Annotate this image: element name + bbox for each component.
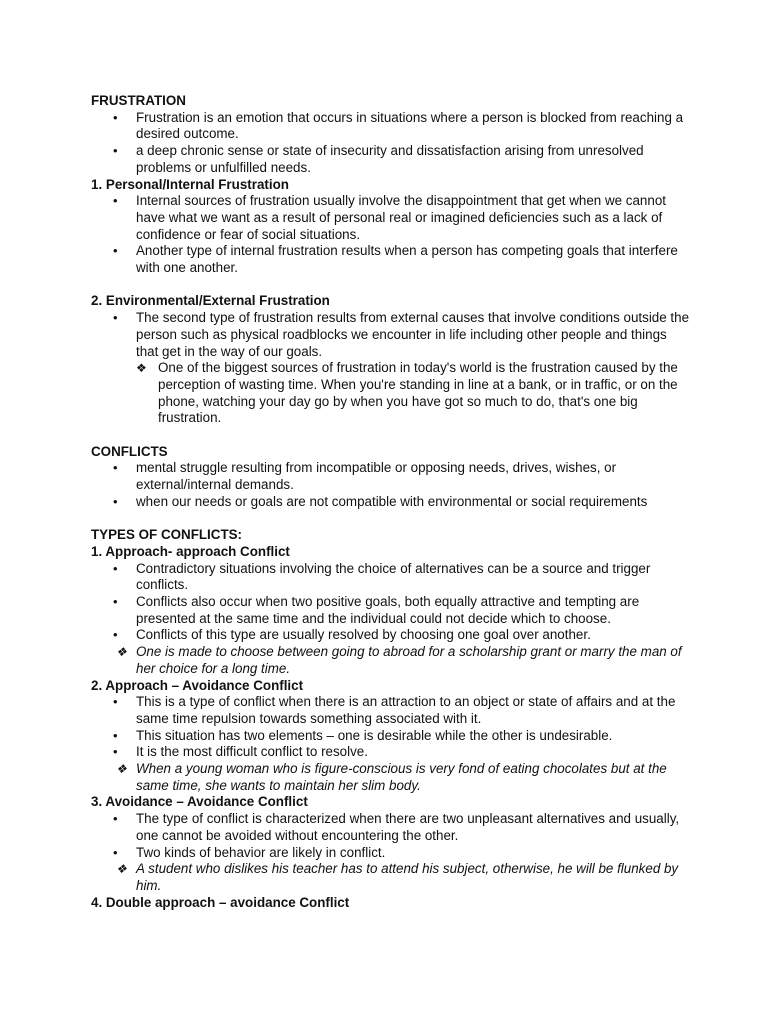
example-item: ❖ One of the biggest sources of frustration in today's world is the frustration caused by the perception of wasting time. When you're standing in line at a bank, or in traffic, or on the phone, watching your day go by when you have got so much to do, that's one big frustration. (136, 360, 678, 426)
bullet-icon: • (113, 694, 118, 710)
personal-frustration-list (91, 193, 691, 277)
frustration-title: FRUSTRATION (91, 93, 186, 108)
environmental-frustration-heading: 2. Environmental/External Frustration (91, 293, 330, 309)
list-item: • This situation has two elements – one is desirable while the other is undesirable. (113, 727, 613, 743)
spacer (91, 511, 691, 528)
example-item: ❖ When a young woman who is figure-conscious is very fond of eating chocolates but at the same time, she wants to maintain her slim body. (116, 761, 667, 793)
frustration-list (91, 110, 691, 177)
bullet-icon: • (113, 844, 118, 860)
list-item: • It is the most difficult conflict to resolve. (113, 744, 368, 760)
list-item: • Conflicts of this type are usually resolved by choosing one goal over another. (113, 627, 591, 643)
list-item: • when our needs or goals are not compatible with environmental or social requirements (113, 493, 648, 509)
avoidance-avoidance-list (91, 811, 691, 895)
diamond-bullet-icon: ❖ (116, 862, 127, 877)
approach-avoidance-heading: 2. Approach – Avoidance Conflict (91, 677, 304, 693)
diamond-bullet-icon: ❖ (116, 762, 127, 777)
avoidance-avoidance-heading: 3. Avoidance – Avoidance Conflict (91, 794, 308, 810)
spacer (91, 277, 691, 294)
list-item: • Conflicts also occur when two positive goals, both equally attractive and tempting are presented at the same time and the individual could not decide which to choose. (113, 594, 640, 626)
list-item: • mental struggle resulting from incompatible or opposing needs, drives, wishes, or external/internal demands. (113, 460, 617, 493)
diamond-bullet-icon: ❖ (136, 361, 147, 376)
conflicts-title: CONFLICTS (91, 443, 168, 459)
document-content (91, 93, 691, 911)
list-item: • Contradictory situations involving the choice of alternatives can be a source and trigger conflicts. (113, 560, 651, 593)
bullet-icon: • (113, 310, 118, 326)
list-item: • Two kinds of behavior are likely in conflict. (113, 844, 386, 860)
approach-approach-heading: 1. Approach- approach Conflict (91, 543, 290, 559)
list-item: • The second type of frustration results from external causes that involve conditions outside the person such as physical roadblocks we encounter in life including other people and things that get in the way of our goals. (113, 310, 690, 359)
list-item: • Another type of internal frustration results when a person has competing goals that interfere with one another. (113, 243, 678, 276)
list-item: • Frustration is an emotion that occurs in situations where a person is blocked from reaching a desired outcome. (113, 109, 684, 142)
bullet-icon: • (113, 627, 118, 643)
bullet-icon: • (113, 560, 118, 576)
double-approach-heading: 4. Double approach – avoidance Conflict (91, 894, 350, 910)
list-item: • The type of conflict is characterized when there are two unpleasant alternatives and usually, one cannot be avoided without encountering the other. (113, 811, 680, 843)
bullet-icon: • (113, 460, 118, 476)
types-of-conflicts-title: TYPES OF CONFLICTS: (91, 527, 243, 543)
bullet-icon: • (113, 493, 118, 509)
bullet-icon: • (113, 594, 118, 610)
list-item: • a deep chronic sense or state of insecurity and dissatisfaction arising from unresolved problems or unfulfilled needs. (113, 143, 644, 175)
bullet-icon: • (113, 243, 118, 259)
spacer (91, 427, 691, 444)
approach-avoidance-list (91, 694, 691, 794)
list-item: • This is a type of conflict when there is an attraction to an object or state of affairs and at the same time repulsion towards something associated with it. (113, 694, 676, 726)
bullet-icon: • (113, 811, 118, 827)
environmental-frustration-list (91, 310, 691, 427)
bullet-icon: • (113, 193, 118, 209)
bullet-icon: • (113, 143, 118, 159)
bullet-icon: • (113, 727, 118, 743)
personal-frustration-heading: 1. Personal/Internal Frustration (91, 176, 289, 192)
diamond-bullet-icon: ❖ (116, 645, 127, 660)
bullet-icon: • (113, 109, 118, 125)
approach-approach-list (91, 561, 691, 678)
bullet-icon: • (113, 744, 118, 760)
example-item: ❖ A student who dislikes his teacher has to attend his subject, otherwise, he will be flunked by him. (116, 861, 679, 893)
list-item: • Internal sources of frustration usually involve the disappointment that get when we cannot have what we want as a result of personal real or imagined deficiencies such as a lack of confidence or fear of social situations. (113, 193, 666, 242)
conflicts-list (91, 460, 691, 510)
example-item: ❖ One is made to choose between going to abroad for a scholarship grant or marry the man of her choice for a long time. (116, 644, 682, 676)
